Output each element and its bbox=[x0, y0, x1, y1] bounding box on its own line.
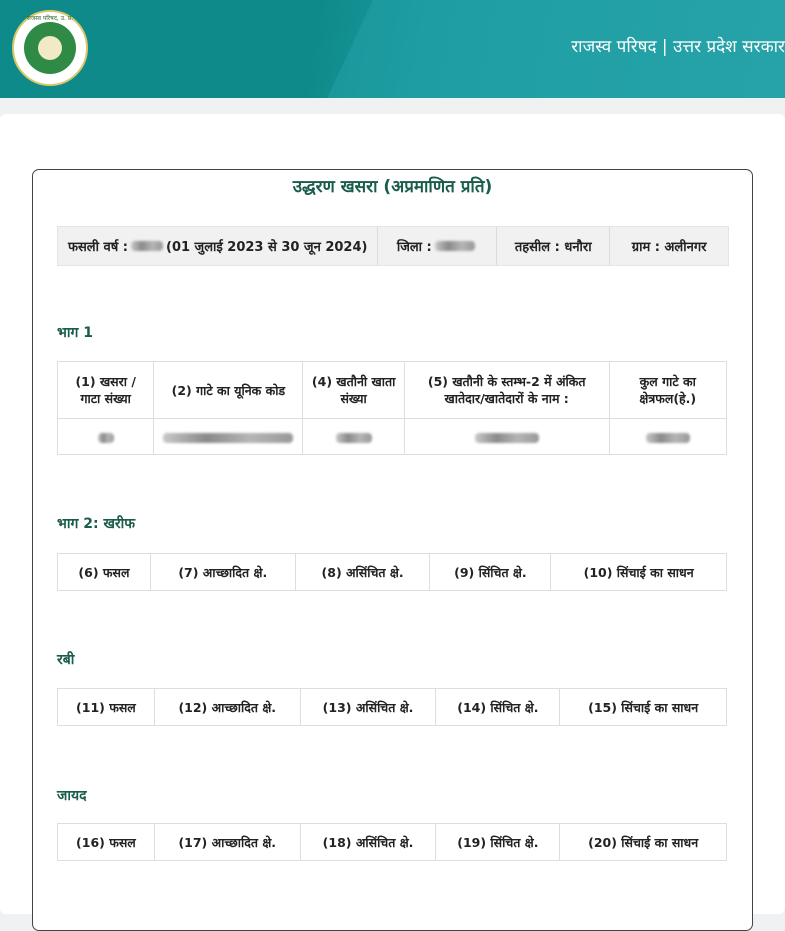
table-header-row bbox=[58, 554, 727, 591]
info-bar bbox=[57, 226, 729, 266]
header-cell: (6) फसल bbox=[58, 554, 151, 591]
fasli-year bbox=[58, 227, 377, 265]
table-cell bbox=[609, 419, 726, 455]
header-cell: (11) फसल bbox=[58, 689, 155, 726]
header-cell: (10) सिंचाई का साधन bbox=[551, 554, 727, 591]
header-cell: (14) सिंचित क्षे. bbox=[436, 689, 560, 726]
header-cell: (7) आच्छादित क्षे. bbox=[150, 554, 295, 591]
district-label: जिला : bbox=[396, 240, 432, 255]
kharif-title: भाग 2: खरीफ bbox=[57, 516, 136, 532]
site-header bbox=[0, 0, 785, 98]
district bbox=[377, 227, 496, 265]
table-cell bbox=[303, 419, 404, 455]
document-title: उद्धरण खसरा (अप्रमाणित प्रति) bbox=[292, 177, 493, 197]
header-cell: (16) फसल bbox=[58, 824, 155, 861]
header-cell: (8) असिंचित क्षे. bbox=[295, 554, 430, 591]
header-cell: (19) सिंचित क्षे. bbox=[436, 824, 560, 861]
table-header-row bbox=[58, 362, 727, 419]
redacted-year bbox=[131, 241, 163, 251]
table-header-row bbox=[58, 824, 727, 861]
redacted-district bbox=[435, 241, 475, 251]
logo-text: राजस्व परिषद, उ. प्र. bbox=[26, 15, 74, 22]
kharif-table bbox=[57, 553, 727, 591]
header-cell: (20) सिंचाई का साधन bbox=[560, 824, 727, 861]
emblem-icon[interactable] bbox=[12, 10, 88, 86]
rabi-table bbox=[57, 688, 727, 726]
redacted-value bbox=[98, 433, 114, 443]
table-cell bbox=[58, 419, 154, 455]
part1-title: भाग 1 bbox=[57, 325, 93, 341]
header-cell: (4) खतौनी खाता संख्या bbox=[303, 362, 404, 419]
table-cell bbox=[154, 419, 303, 455]
table-cell bbox=[404, 419, 609, 455]
table-header-row bbox=[58, 689, 727, 726]
header-cell: कुल गाटे का क्षेत्रफल(हे.) bbox=[609, 362, 726, 419]
zaid-title: जायद bbox=[57, 788, 87, 804]
document-frame bbox=[32, 169, 753, 931]
village: ग्राम : अलीनगर bbox=[609, 227, 728, 265]
redacted-value bbox=[336, 433, 372, 443]
header-cell: (18) असिंचित क्षे. bbox=[300, 824, 436, 861]
header-cell: (2) गाटे का यूनिक कोड bbox=[154, 362, 303, 419]
header-cell: (9) सिंचित क्षे. bbox=[430, 554, 551, 591]
fasli-label: फसली वर्ष : bbox=[68, 240, 128, 255]
rabi-title: रबी bbox=[57, 652, 75, 668]
header-cell: (17) आच्छादित क्षे. bbox=[154, 824, 300, 861]
tehsil: तहसील : धनौरा bbox=[496, 227, 609, 265]
header-cell: (5) खतौनी के स्तम्भ-2 में अंकित खातेदार/खातेदारों के नाम : bbox=[404, 362, 609, 419]
redacted-value bbox=[646, 433, 690, 443]
table-row bbox=[58, 419, 727, 455]
redacted-value bbox=[475, 433, 539, 443]
header-cell: (12) आच्छादित क्षे. bbox=[154, 689, 300, 726]
header-cell: (1) खसरा / गाटा संख्या bbox=[58, 362, 154, 419]
zaid-table bbox=[57, 823, 727, 861]
header-cell: (15) सिंचाई का साधन bbox=[560, 689, 727, 726]
part1-table bbox=[57, 361, 727, 455]
fasli-range: (01 जुलाई 2023 से 30 जून 2024) bbox=[166, 240, 368, 255]
logo-center bbox=[38, 36, 62, 60]
site-title: राजस्व परिषद | उत्तर प्रदेश सरकार bbox=[571, 37, 785, 57]
redacted-value bbox=[163, 433, 293, 443]
header-cell: (13) असिंचित क्षे. bbox=[300, 689, 436, 726]
